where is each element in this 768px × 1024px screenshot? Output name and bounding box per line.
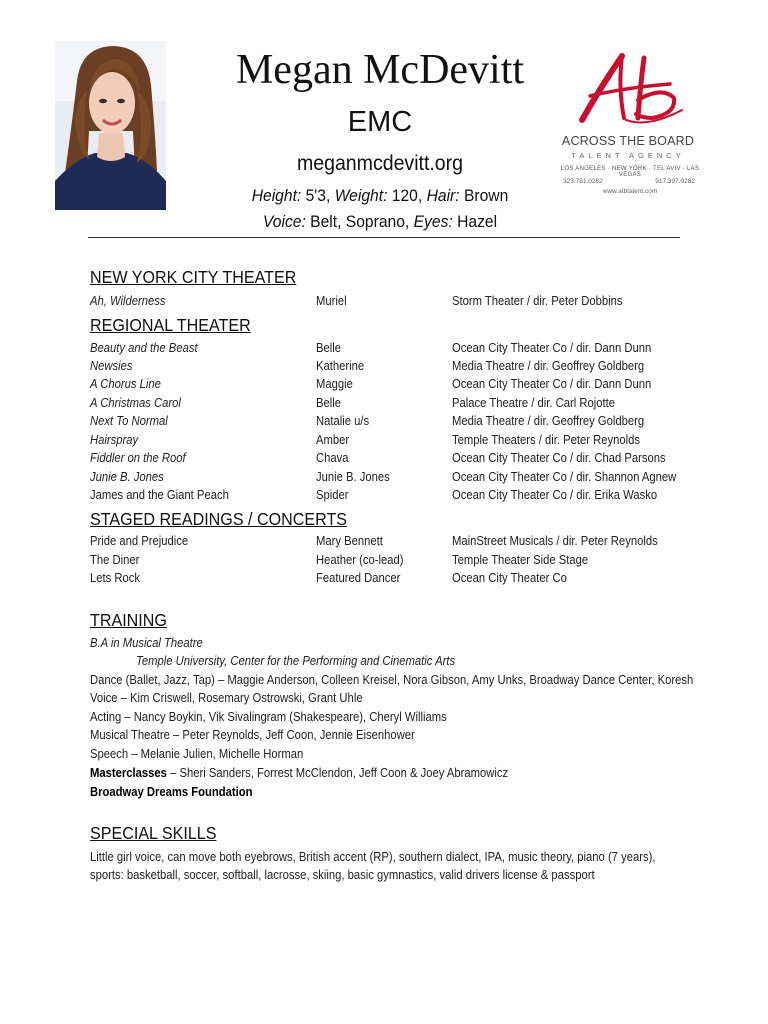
training-masterclasses: Masterclasses – Sheri Sanders, Forrest McClendon, Jeff Coon & Joey Abramowicz bbox=[90, 766, 509, 780]
credit-show: The Diner bbox=[90, 553, 140, 567]
physical-stats: Height: 5'3, Weight: 120, Hair: Brown bbox=[251, 186, 509, 205]
credit-row bbox=[0, 292, 768, 310]
agency-website[interactable]: www.atbtalent.com bbox=[602, 188, 658, 195]
section-title-regional: REGIONAL THEATER bbox=[90, 315, 251, 335]
credit-show: A Christmas Carol bbox=[90, 396, 181, 410]
credit-role: Chava bbox=[316, 451, 349, 465]
training-degree: B.A in Musical Theatre bbox=[90, 636, 203, 650]
agency-cities: LOS ANGELES · NEW YORK · TEL AVIV · LAS VEGAS bbox=[560, 166, 700, 178]
credit-row bbox=[0, 412, 768, 430]
headshot-photo bbox=[55, 41, 166, 210]
credit-show: Ah, Wilderness bbox=[90, 294, 166, 308]
credit-row bbox=[0, 486, 768, 504]
credit-venue: Ocean City Theater Co bbox=[452, 571, 567, 585]
agency-subtitle: TALENT AGENCY bbox=[571, 151, 685, 160]
credit-role: Natalie u/s bbox=[316, 414, 370, 428]
credit-show: Junie B. Jones bbox=[90, 470, 164, 484]
credit-role: Featured Dancer bbox=[316, 571, 401, 585]
credit-venue: Ocean City Theater Co / dir. Dann Dunn bbox=[452, 377, 652, 391]
credit-show: Pride and Prejudice bbox=[90, 534, 189, 548]
credit-venue: Media Theatre / dir. Geoffrey Goldberg bbox=[452, 414, 645, 428]
credit-role: Muriel bbox=[316, 294, 347, 308]
credit-venue: Media Theatre / dir. Geoffrey Goldberg bbox=[452, 359, 645, 373]
credit-role: Heather (co-lead) bbox=[316, 553, 404, 567]
credit-role: Belle bbox=[316, 341, 342, 355]
credit-show: Beauty and the Beast bbox=[90, 341, 198, 355]
performer-name: Megan McDevitt bbox=[235, 47, 525, 93]
credit-row bbox=[0, 357, 768, 375]
section-title-readings: STAGED READINGS / CONCERTS bbox=[90, 509, 348, 529]
agency-name: ACROSS THE BOARD bbox=[561, 134, 695, 148]
credit-role: Amber bbox=[316, 433, 350, 447]
section-title-skills: SPECIAL SKILLS bbox=[90, 823, 217, 843]
credit-show: Fiddler on the Roof bbox=[90, 451, 186, 465]
training-musical-theatre: Musical Theatre – Peter Reynolds, Jeff Coon, Jennie Eisenhower bbox=[90, 728, 415, 742]
credit-show: Hairspray bbox=[90, 433, 139, 447]
credit-venue: Palace Theatre / dir. Carl Rojotte bbox=[452, 396, 616, 410]
credit-venue: Ocean City Theater Co / dir. Dann Dunn bbox=[452, 341, 652, 355]
agency-phone-la: 323.761.0282 bbox=[563, 178, 603, 185]
credit-venue: Ocean City Theater Co / dir. Shannon Agnew bbox=[452, 470, 677, 484]
credit-venue: Ocean City Theater Co / dir. Erika Wasko bbox=[452, 488, 658, 502]
section-title-nyc: NEW YORK CITY THEATER bbox=[90, 267, 297, 287]
credit-role: Katherine bbox=[316, 359, 365, 373]
voice-eyes-stats: Voice: Belt, Soprano, Eyes: Hazel bbox=[262, 212, 498, 231]
training-school: Temple University, Center for the Performing and Cinematic Arts bbox=[136, 654, 456, 668]
credit-venue: Temple Theaters / dir. Peter Reynolds bbox=[452, 433, 641, 447]
credit-venue: Temple Theater Side Stage bbox=[452, 553, 589, 567]
credit-show: Lets Rock bbox=[90, 571, 141, 585]
website-link[interactable]: meganmcdevitt.org bbox=[296, 152, 464, 175]
credit-role: Belle bbox=[316, 396, 342, 410]
agency-logo-mark bbox=[552, 48, 712, 138]
credit-row bbox=[0, 449, 768, 467]
training-acting: Acting – Nancy Boykin, Vik Sivalingram (Shakespeare), Cheryl Williams bbox=[90, 710, 447, 724]
credit-row bbox=[0, 431, 768, 449]
credit-role: Spider bbox=[316, 488, 349, 502]
credit-role: Junie B. Jones bbox=[316, 470, 390, 484]
credit-venue: Storm Theater / dir. Peter Dobbins bbox=[452, 294, 623, 308]
credit-row bbox=[0, 468, 768, 486]
credit-row bbox=[0, 532, 768, 550]
credit-role: Maggie bbox=[316, 377, 353, 391]
union-status: EMC bbox=[347, 106, 413, 138]
credit-show: Newsies bbox=[90, 359, 133, 373]
section-title-training: TRAINING bbox=[90, 610, 167, 630]
agency-phone-ny: 917.397.0282 bbox=[655, 178, 695, 185]
header-divider bbox=[88, 237, 680, 238]
credit-show: James and the Giant Peach bbox=[90, 488, 229, 502]
credit-role: Mary Bennett bbox=[316, 534, 383, 548]
credit-row bbox=[0, 339, 768, 357]
credit-venue: Ocean City Theater Co / dir. Chad Parsons bbox=[452, 451, 666, 465]
skills-line-1: Little girl voice, can move both eyebrows, British accent (RP), southern dialect, IPA, music theory, piano (7 years), bbox=[90, 850, 656, 864]
training-speech: Speech – Melanie Julien, Michelle Horman bbox=[90, 747, 304, 761]
credit-show: Next To Normal bbox=[90, 414, 168, 428]
training-voice: Voice – Kim Criswell, Rosemary Ostrowski, Grant Uhle bbox=[90, 691, 363, 705]
training-dance: Dance (Ballet, Jazz, Tap) – Maggie Anderson, Colleen Kreisel, Nora Gibson, Amy Unks, Broadway Dance Center, Koresh bbox=[90, 673, 694, 687]
credit-venue: MainStreet Musicals / dir. Peter Reynolds bbox=[452, 534, 658, 548]
credit-show: A Chorus Line bbox=[90, 377, 161, 391]
training-foundation: Broadway Dreams Foundation bbox=[90, 785, 253, 799]
skills-line-2: sports: basketball, soccer, softball, lacrosse, skiing, basic gymnastics, valid drivers license & passport bbox=[90, 868, 595, 882]
credit-row bbox=[0, 551, 768, 569]
credit-row bbox=[0, 569, 768, 587]
credit-row bbox=[0, 375, 768, 393]
credit-row bbox=[0, 394, 768, 412]
